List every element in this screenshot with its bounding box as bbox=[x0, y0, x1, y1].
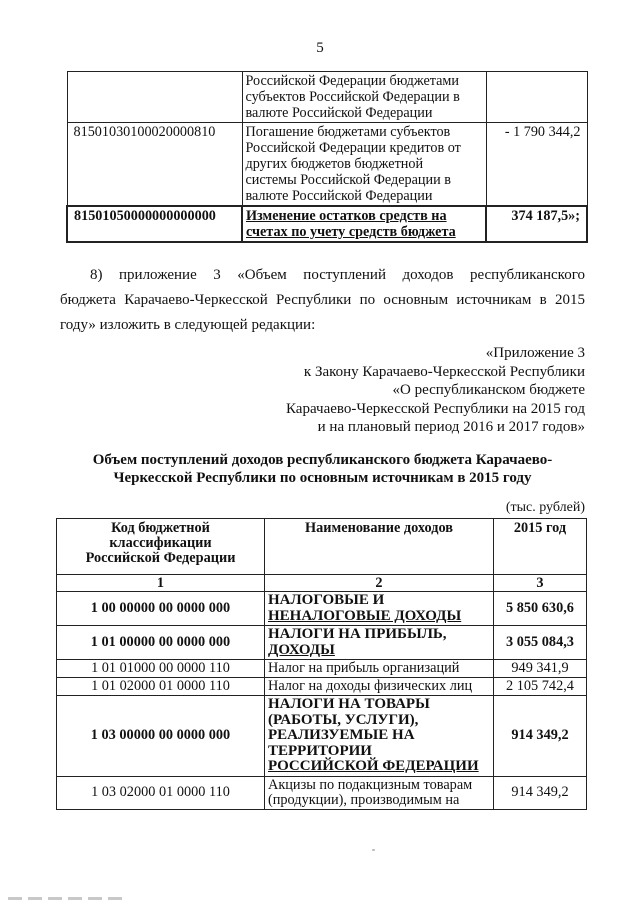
table-row bbox=[67, 123, 587, 207]
paragraph-line: году» изложить в следующей редакции: bbox=[60, 317, 316, 333]
cell-code: 1 01 00000 00 0000 000 bbox=[57, 626, 265, 660]
cell-name-line: НАЛОГОВЫЕ И bbox=[268, 592, 385, 608]
cell-amount: - 1 790 344,2 bbox=[486, 123, 587, 207]
cell-name-line: (продукции), производимым на bbox=[268, 791, 460, 808]
cell-name-line: Изменение остатков средств на bbox=[246, 208, 447, 224]
column-number: 2 bbox=[265, 575, 494, 592]
sources-table-continuation bbox=[66, 71, 588, 243]
paragraph-line: бюджета Карачаево-Черкесской Республики по основным источникам в 2015 bbox=[60, 292, 585, 308]
cell-name bbox=[265, 626, 494, 660]
cell-name-line: ТЕРРИТОРИИ bbox=[268, 742, 372, 759]
cell-name-line: Налог на прибыль организаций bbox=[268, 660, 460, 676]
cell-name-line: Налог на доходы физических лиц bbox=[268, 678, 473, 694]
header-line: классификации bbox=[109, 535, 212, 551]
header-line: Код бюджетной bbox=[111, 520, 210, 536]
cell-name-line: системы Российской Федерации в bbox=[245, 172, 451, 188]
cell-code: 1 03 02000 01 0000 110 bbox=[57, 776, 265, 809]
cell-code: 81501050000000000000 bbox=[67, 206, 242, 242]
column-number: 1 bbox=[57, 575, 265, 592]
paragraph-line: 8) приложение 3 «Объем поступлений доходов республиканского bbox=[90, 267, 585, 283]
cell-name bbox=[265, 660, 494, 678]
document-title bbox=[70, 451, 575, 487]
cell-name-line: валюте Российской Федерации bbox=[245, 188, 433, 204]
cell-name-line: РЕАЛИЗУЕМЫЕ НА bbox=[268, 727, 415, 743]
header-line: 2015 год bbox=[513, 520, 567, 536]
header-year bbox=[494, 519, 587, 575]
table-header-row bbox=[57, 519, 587, 575]
appendix-heading bbox=[286, 344, 585, 437]
cell-code: 1 03 00000 00 0000 000 bbox=[57, 696, 265, 777]
cell-name bbox=[242, 72, 486, 123]
appendix-line: Карачаево-Черкесской Республики на 2015 год bbox=[286, 400, 585, 417]
header-code bbox=[57, 519, 265, 575]
cell-name-line: НЕНАЛОГОВЫЕ ДОХОДЫ bbox=[268, 607, 462, 624]
revenue-table bbox=[56, 518, 587, 810]
cell-name-line: РОССИЙСКОЙ ФЕДЕРАЦИИ bbox=[268, 758, 479, 774]
header-line: Российской Федерации bbox=[85, 550, 236, 566]
table-row bbox=[57, 776, 587, 809]
cell-name-line: валюте Российской Федерации bbox=[245, 105, 433, 121]
cell-amount: 374 187,5»; bbox=[486, 206, 587, 242]
cell-name-line: НАЛОГИ НА ПРИБЫЛЬ, bbox=[268, 626, 447, 642]
title-line: Объем поступлений доходов республиканского бюджета Карачаево- bbox=[92, 452, 553, 468]
cell-name bbox=[265, 776, 494, 809]
table-row bbox=[57, 696, 587, 777]
cell-amount bbox=[486, 72, 587, 123]
cell-name-line: Акцизы по подакцизным товарам bbox=[268, 776, 473, 793]
units-label: (тыс. рублей) bbox=[505, 500, 585, 515]
cell-code: 1 01 01000 00 0000 110 bbox=[57, 660, 265, 678]
cell-amount: 914 349,2 bbox=[494, 776, 587, 809]
cell-name bbox=[265, 592, 494, 626]
cell-code bbox=[67, 72, 242, 123]
cell-name bbox=[265, 678, 494, 696]
header-name bbox=[265, 519, 494, 575]
cell-amount: 949 341,9 bbox=[494, 660, 587, 678]
appendix-line: к Закону Карачаево-Черкесской Республики bbox=[303, 363, 585, 380]
cell-name-line: субъектов Российской Федерации в bbox=[245, 89, 460, 105]
cell-amount: 914 349,2 bbox=[494, 696, 587, 777]
cell-name-line: Российской Федерации бюджетами bbox=[245, 73, 459, 89]
cell-name bbox=[242, 206, 486, 242]
cell-code: 1 00 00000 00 0000 000 bbox=[57, 592, 265, 626]
appendix-line: «О республиканском бюджете bbox=[392, 382, 585, 398]
footer-scan-artifact bbox=[8, 897, 128, 900]
column-numbers-row bbox=[57, 575, 587, 592]
table-row bbox=[57, 592, 587, 626]
page-number: 5 bbox=[316, 40, 324, 56]
table-row bbox=[57, 660, 587, 678]
header-line: Наименование доходов bbox=[305, 520, 453, 536]
cell-name-line: других бюджетов бюджетной bbox=[245, 156, 424, 172]
table-row-total bbox=[67, 206, 587, 242]
cell-name-line: ДОХОДЫ bbox=[268, 641, 335, 658]
table-row bbox=[57, 626, 587, 660]
appendix-line: и на плановый период 2016 и 2017 годов» bbox=[317, 419, 585, 435]
cell-amount: 2 105 742,4 bbox=[494, 678, 587, 696]
cell-amount: 5 850 630,6 bbox=[494, 592, 587, 626]
cell-code: 81501030100020000810 bbox=[67, 123, 242, 207]
amendment-paragraph bbox=[60, 263, 585, 338]
cell-name bbox=[265, 696, 494, 777]
scan-mark bbox=[372, 849, 375, 851]
cell-amount: 3 055 084,3 bbox=[494, 626, 587, 660]
cell-code: 1 01 02000 01 0000 110 bbox=[57, 678, 265, 696]
table-row bbox=[57, 678, 587, 696]
cell-name-line: НАЛОГИ НА ТОВАРЫ bbox=[268, 696, 430, 712]
cell-name-line: Погашение бюджетами субъектов bbox=[245, 124, 451, 140]
column-number: 3 bbox=[494, 575, 587, 592]
table-row bbox=[67, 72, 587, 123]
cell-name-line: (РАБОТЫ, УСЛУГИ), bbox=[268, 711, 419, 728]
cell-name-line: Российской Федерации кредитов от bbox=[245, 140, 461, 156]
title-line: Черкесской Республики по основным источникам в 2015 году bbox=[113, 470, 532, 486]
cell-name bbox=[242, 123, 486, 207]
cell-name-line: счетах по учету средств бюджета bbox=[246, 224, 456, 240]
appendix-line: «Приложение 3 bbox=[485, 345, 585, 361]
